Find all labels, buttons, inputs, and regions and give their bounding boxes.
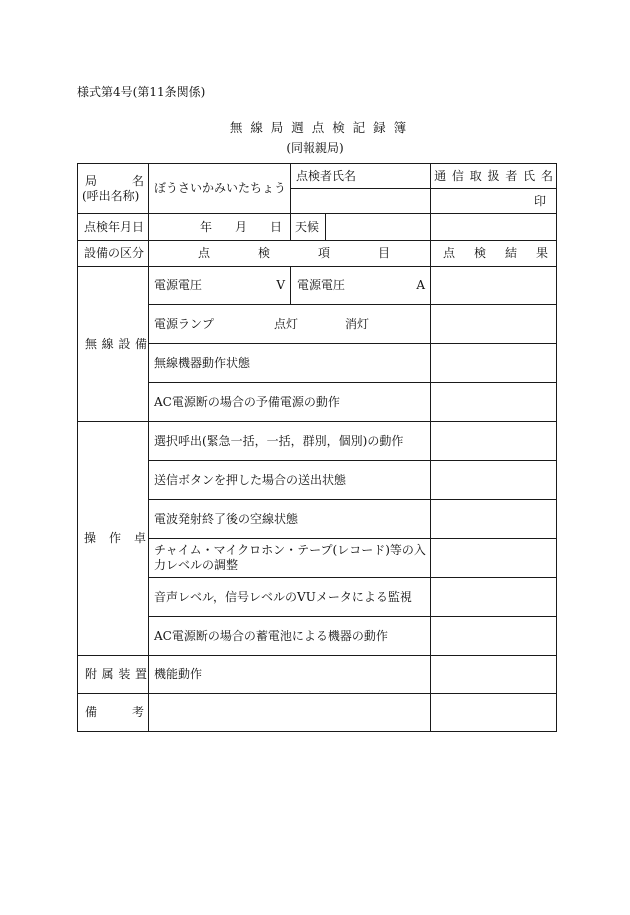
section-label-char: 操: [84, 531, 97, 545]
inspection-item: 音声レベル，信号レベルのVUメータによる監視: [149, 578, 431, 617]
inspection-date-field: [149, 214, 291, 241]
day-label: 日: [269, 219, 282, 234]
header-char: 検: [258, 246, 271, 260]
remarks-field: [149, 694, 431, 732]
table-row: [78, 500, 557, 539]
result-cell: [431, 578, 557, 617]
section-label-char: 附: [85, 667, 98, 681]
inspector-name-field: [291, 189, 431, 214]
result-cell: [431, 305, 557, 344]
supply-voltage-v: [154, 278, 285, 293]
weather-label: 天候: [291, 214, 326, 241]
radio-equipment-section-label: [78, 267, 149, 422]
form-title: 無 線 局 週 点 検 記 録 簿: [229, 120, 407, 135]
category-header: 設備の区分: [78, 241, 149, 267]
section-label-char: 備: [134, 336, 147, 351]
header-char: 項: [318, 246, 331, 260]
column-header-row: [78, 241, 557, 267]
table-row: [78, 539, 557, 578]
accessories-section-label: [78, 656, 149, 694]
month-label: 月: [234, 219, 247, 234]
date-units: [154, 220, 285, 235]
weather-field: [326, 214, 431, 241]
station-name-value: ぼうさいかみいたちょう: [149, 164, 291, 214]
table-row: [78, 656, 557, 694]
section-label-char: 考: [131, 705, 144, 719]
result-cell: [431, 422, 557, 461]
form-subtitle: (同報親局): [286, 141, 344, 155]
section-label-char: 作: [108, 531, 121, 545]
supply-voltage-label: 電源電圧: [297, 278, 346, 292]
inspection-item-multiline: [149, 539, 431, 578]
station-name-label-char: 名: [131, 173, 144, 188]
call-name-label: (呼出名称): [82, 188, 140, 203]
inspection-item-header-text: [198, 246, 390, 261]
result-cell: [431, 344, 557, 383]
inspection-item: 選択呼出(緊急一括，一括，群別，個別)の動作: [149, 422, 431, 461]
table-row: [78, 617, 557, 656]
inspection-item: 電波発射終了後の空線状態: [149, 500, 431, 539]
remarks-label-text: [85, 705, 144, 720]
date-row-blank-cell: [431, 214, 557, 241]
inspection-date-label: 点検年月日: [78, 214, 149, 241]
inspection-item: AC電源断の場合の蓄電池による機器の動作: [149, 617, 431, 656]
header-char: 検: [474, 246, 487, 260]
inspection-item: 送信ボタンを押した場合の送出状態: [149, 461, 431, 500]
radio-equipment-label-text: [85, 337, 147, 352]
result-cell: [431, 617, 557, 656]
operator-name-label: 通 信 取 扱 者 氏 名: [431, 164, 557, 189]
station-row: [78, 164, 557, 189]
header-char: 点: [443, 246, 456, 260]
result-cell: [431, 500, 557, 539]
lamp-on-label: 点灯: [274, 316, 299, 331]
result-cell: [431, 539, 557, 578]
accessories-label-text: [85, 667, 147, 682]
table-row: [78, 305, 557, 344]
result-cell: [431, 461, 557, 500]
seal-mark: 印: [431, 189, 557, 214]
section-label-char: 卓: [133, 531, 146, 545]
power-lamp-item: [149, 305, 431, 344]
section-label-char: 属: [101, 667, 114, 681]
station-name-label-char: 局: [85, 173, 98, 188]
section-label-char: 備: [85, 705, 98, 719]
result-cell: [431, 267, 557, 305]
station-name-label-cell: [78, 164, 149, 214]
console-section-label: [78, 422, 149, 656]
form-number: 様式第4号(第11条関係): [77, 85, 206, 99]
supply-current-a: [297, 278, 425, 293]
result-cell: [431, 694, 557, 732]
inspector-name-label: 点検者氏名: [291, 164, 431, 189]
header-char: 目: [378, 246, 391, 260]
inspection-item-header: [149, 241, 431, 267]
inspection-item: 無線機器動作状態: [149, 344, 431, 383]
station-name-label: [85, 174, 144, 189]
lamp-off-label: 消灯: [345, 316, 370, 331]
date-row: [78, 214, 557, 241]
section-label-char: 無: [85, 336, 98, 351]
table-row: [78, 422, 557, 461]
supply-voltage-label: 電源電圧: [154, 278, 203, 292]
header-char: 果: [535, 246, 548, 260]
table-row: [78, 383, 557, 422]
inspection-item-line: チャイム・マイクロホン・テープ(レコード)等の入: [154, 543, 426, 557]
table-row: [78, 461, 557, 500]
inspection-result-header: [431, 241, 557, 267]
table-row: [78, 267, 557, 305]
inspection-item: 機能動作: [149, 656, 431, 694]
remarks-section-label: [78, 694, 149, 732]
inspection-result-header-text: [443, 246, 548, 261]
section-label-char: 設: [118, 336, 131, 351]
section-label-char: 線: [101, 336, 114, 351]
year-label: 年: [199, 219, 212, 234]
power-lamp-label: 電源ランプ: [154, 316, 215, 331]
result-cell: [431, 383, 557, 422]
inspection-record-table: [77, 163, 557, 732]
volt-unit: V: [276, 278, 285, 292]
inspection-item-line: 力レベルの調整: [154, 558, 239, 572]
inspection-item: AC電源断の場合の予備電源の動作: [149, 383, 431, 422]
table-row: [78, 694, 557, 732]
section-label-char: 装: [118, 667, 131, 681]
supply-current-a-cell: [291, 267, 431, 305]
header-char: 結: [504, 246, 517, 260]
amp-unit: A: [416, 278, 426, 292]
table-row: [78, 578, 557, 617]
section-label-char: 置: [134, 667, 147, 681]
console-label-text: [84, 531, 146, 546]
result-cell: [431, 656, 557, 694]
table-row: [78, 344, 557, 383]
supply-voltage-v-cell: [149, 267, 291, 305]
header-char: 点: [198, 246, 211, 260]
